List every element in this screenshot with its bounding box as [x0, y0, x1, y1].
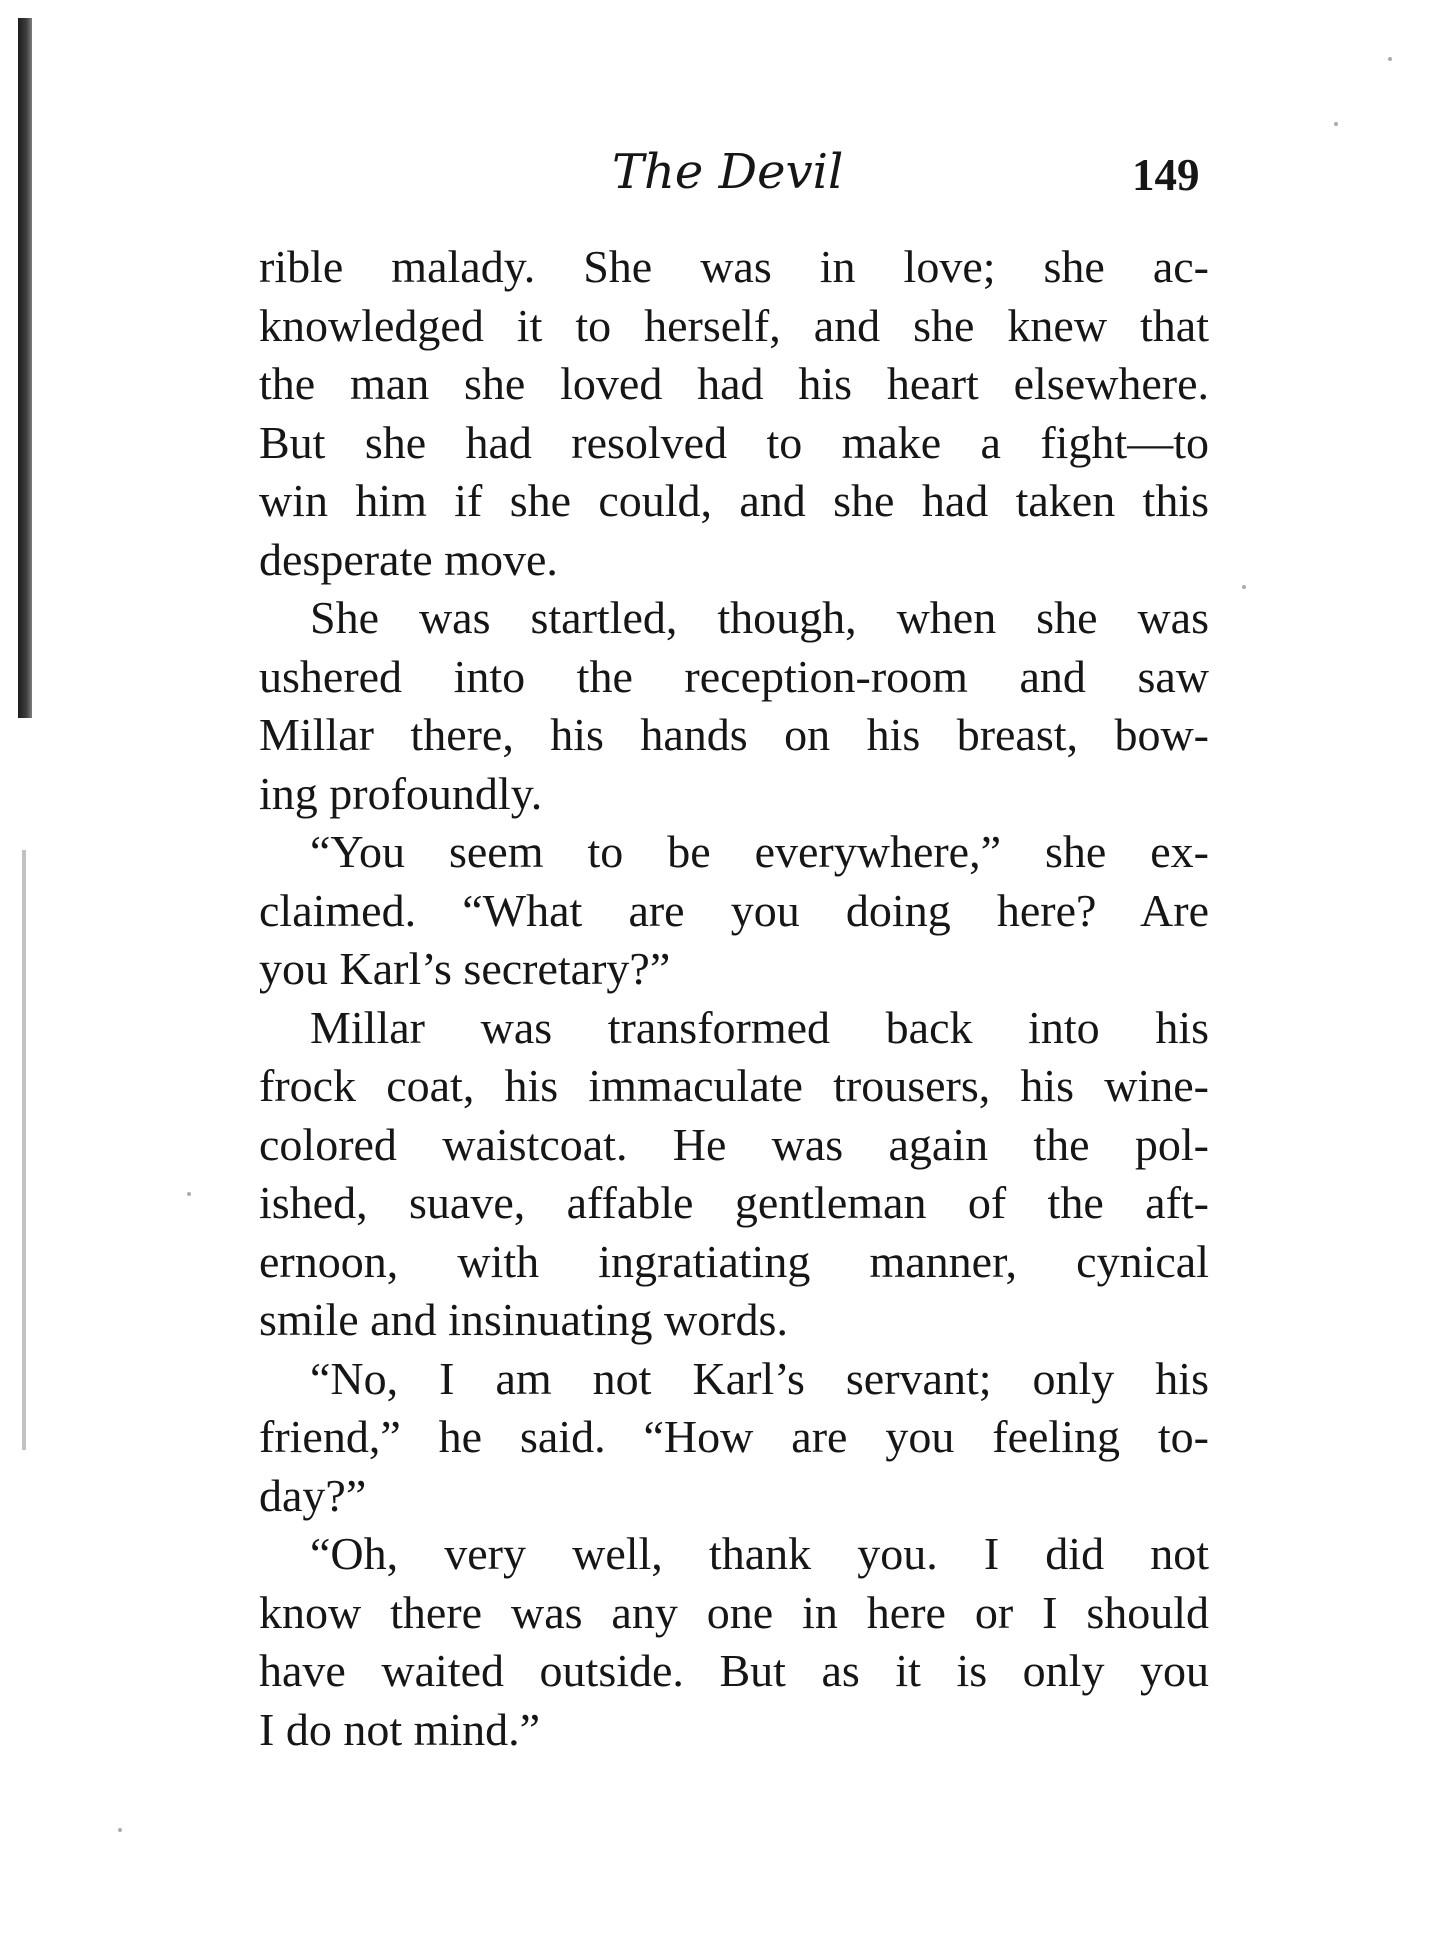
text-line: ing profoundly. [259, 767, 543, 819]
paper-speck [1388, 57, 1392, 61]
paragraph-3 [259, 823, 1209, 999]
text-line: desperate move. [259, 533, 558, 585]
paragraph-2 [259, 589, 1209, 823]
paragraph-5 [259, 1350, 1209, 1526]
text-line: Millar was transformed back into his [310, 1001, 1209, 1053]
text-line: ished, suave, affable gentleman of the aft- [259, 1177, 1209, 1228]
text-line: you Karl’s secretary?” [259, 943, 671, 994]
running-title: The Devil [612, 144, 844, 200]
paper-speck [1242, 585, 1246, 589]
text-line: ushered into the reception-room and saw [259, 650, 1209, 702]
text-line: rible malady. She was in love; she ac- [259, 241, 1209, 292]
text-line: knowledged it to herself, and she knew that [259, 299, 1209, 351]
text-line: know there was any one in here or I should [259, 1586, 1209, 1638]
text-line: day?” [259, 1469, 367, 1521]
paragraph-1 [259, 238, 1209, 589]
text-line: the man she loved had his heart elsewhere. [259, 358, 1209, 409]
text-line: frock coat, his immaculate trousers, his wine- [259, 1060, 1209, 1111]
text-line: I do not mind.” [259, 1703, 541, 1755]
text-line: colored waistcoat. He was again the pol- [259, 1118, 1209, 1170]
text-line: smile and insinuating words. [259, 1294, 788, 1345]
paragraph-6 [259, 1525, 1209, 1759]
text-line: “Oh, very well, thank you. I did not [310, 1528, 1209, 1579]
paper-speck [118, 1828, 122, 1832]
text-line: But she had resolved to make a fight—to [259, 416, 1209, 468]
text-line: She was startled, though, when she was [310, 592, 1209, 643]
text-line: “You seem to be everywhere,” she ex- [310, 826, 1209, 877]
paragraph-4 [259, 999, 1209, 1350]
text-line: win him if she could, and she had taken this [259, 475, 1209, 526]
text-line: have waited outside. But as it is only you [259, 1645, 1209, 1696]
page-body [259, 238, 1209, 1759]
text-line: “No, I am not Karl’s servant; only his [310, 1352, 1209, 1404]
paper-speck [1334, 122, 1338, 126]
paper-speck [187, 1192, 191, 1196]
text-line: claimed. “What are you doing here? Are [259, 884, 1209, 936]
text-line: ernoon, with ingratiating manner, cynical [259, 1235, 1209, 1287]
page-number: 149 [1132, 150, 1200, 200]
text-line: friend,” he said. “How are you feeling to- [259, 1411, 1209, 1462]
binding-edge-shadow [18, 18, 32, 718]
text-line: Millar there, his hands on his breast, bow- [259, 709, 1209, 760]
binding-edge-shadow-lower [22, 850, 26, 1450]
